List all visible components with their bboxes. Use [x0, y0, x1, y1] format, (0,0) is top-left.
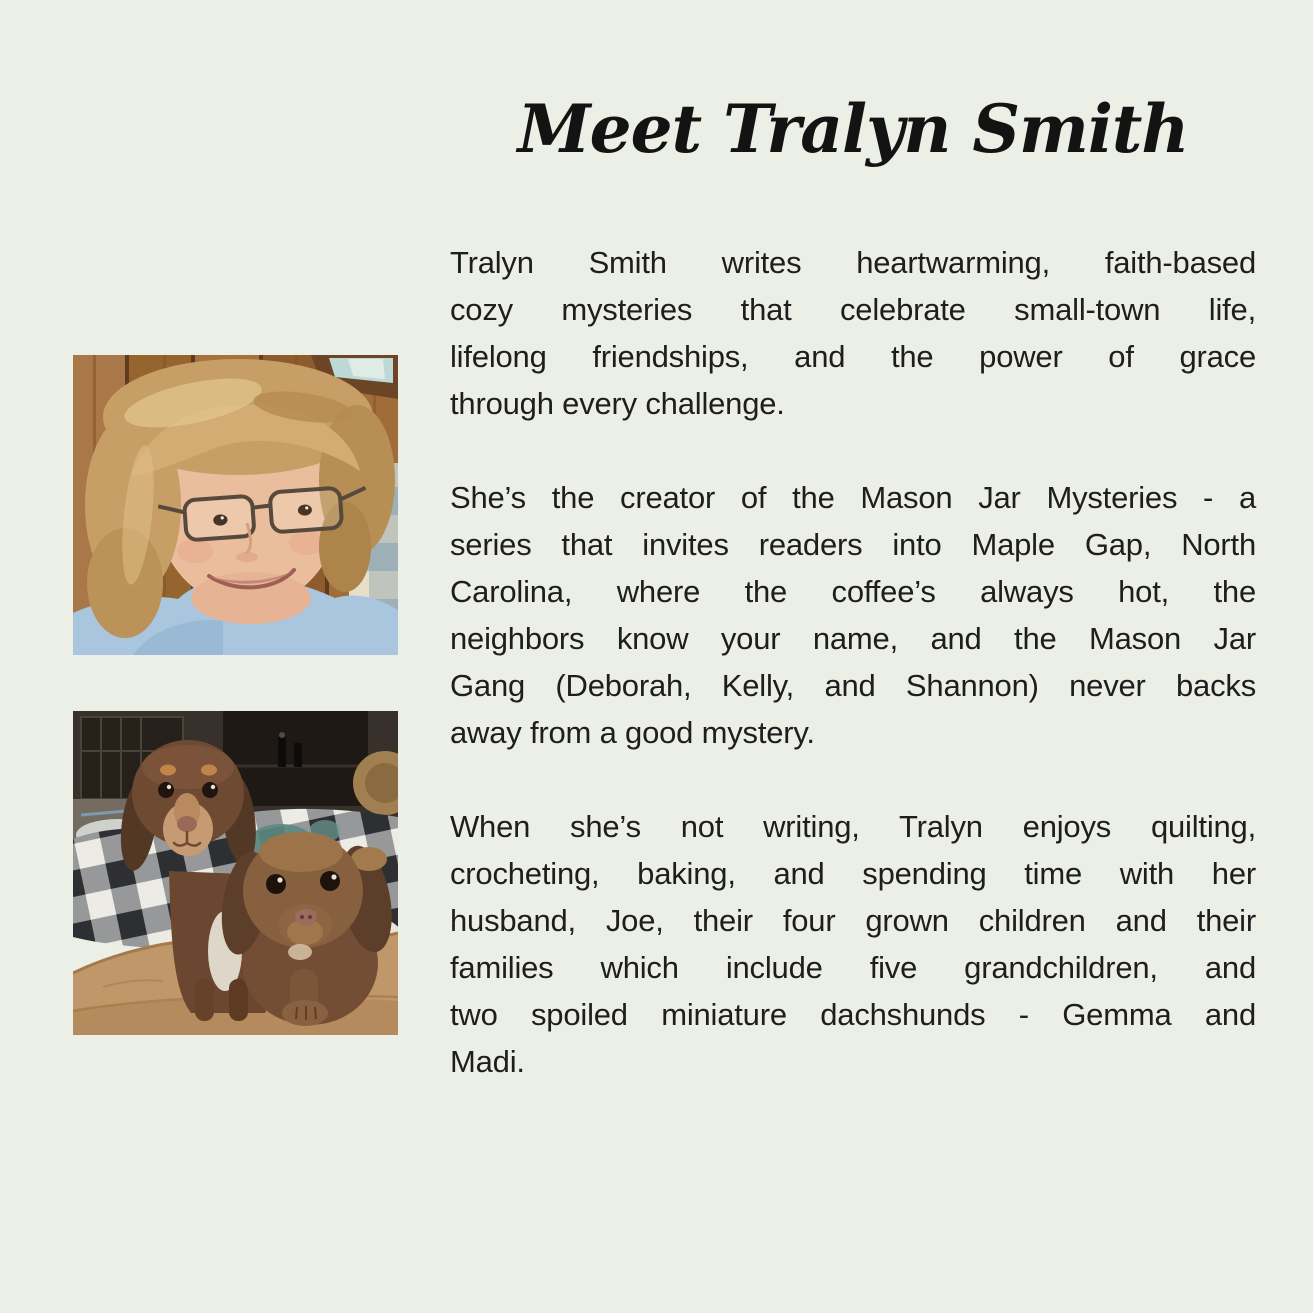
- bio-paragraph-3: [450, 803, 1256, 1085]
- bio-line: lifelong friendships, and the power of grace: [450, 339, 1256, 374]
- bio-line: She’s the creator of the Mason Jar Mysteries - a: [450, 480, 1256, 515]
- bio-line: series that invites readers into Maple Gap, North: [450, 527, 1256, 562]
- bio-line: through every challenge.: [450, 386, 785, 421]
- bio-line: neighbors know your name, and the Mason Jar: [450, 621, 1256, 656]
- bio-line: cozy mysteries that celebrate small-town life,: [450, 292, 1256, 327]
- bio-line: Tralyn Smith writes heartwarming, faith-based: [450, 245, 1256, 280]
- bio-line: two spoiled miniature dachshunds - Gemma and: [450, 997, 1256, 1032]
- bio-text: [450, 239, 1256, 1085]
- author-portrait-photo: [73, 355, 398, 655]
- bio-line: families which include five grandchildren, and: [450, 950, 1256, 985]
- bio-paragraph-1: [450, 239, 1256, 427]
- bio-line: Carolina, where the coffee’s always hot, the: [450, 574, 1256, 609]
- page-title: Meet Tralyn Smith: [517, 90, 1189, 168]
- bio-line: When she’s not writing, Tralyn enjoys quilting,: [450, 809, 1256, 844]
- bio-line: Madi.: [450, 1044, 525, 1079]
- bio-line: Gang (Deborah, Kelly, and Shannon) never backs: [450, 668, 1256, 703]
- dachshunds-photo: [73, 711, 398, 1035]
- dachshunds-illustration: [73, 711, 398, 1035]
- bio-line: away from a good mystery.: [450, 715, 815, 750]
- bio-line: crocheting, baking, and spending time with her: [450, 856, 1256, 891]
- author-portrait-illustration: [73, 355, 398, 655]
- bio-line: husband, Joe, their four grown children and their: [450, 903, 1256, 938]
- bio-paragraph-2: [450, 474, 1256, 756]
